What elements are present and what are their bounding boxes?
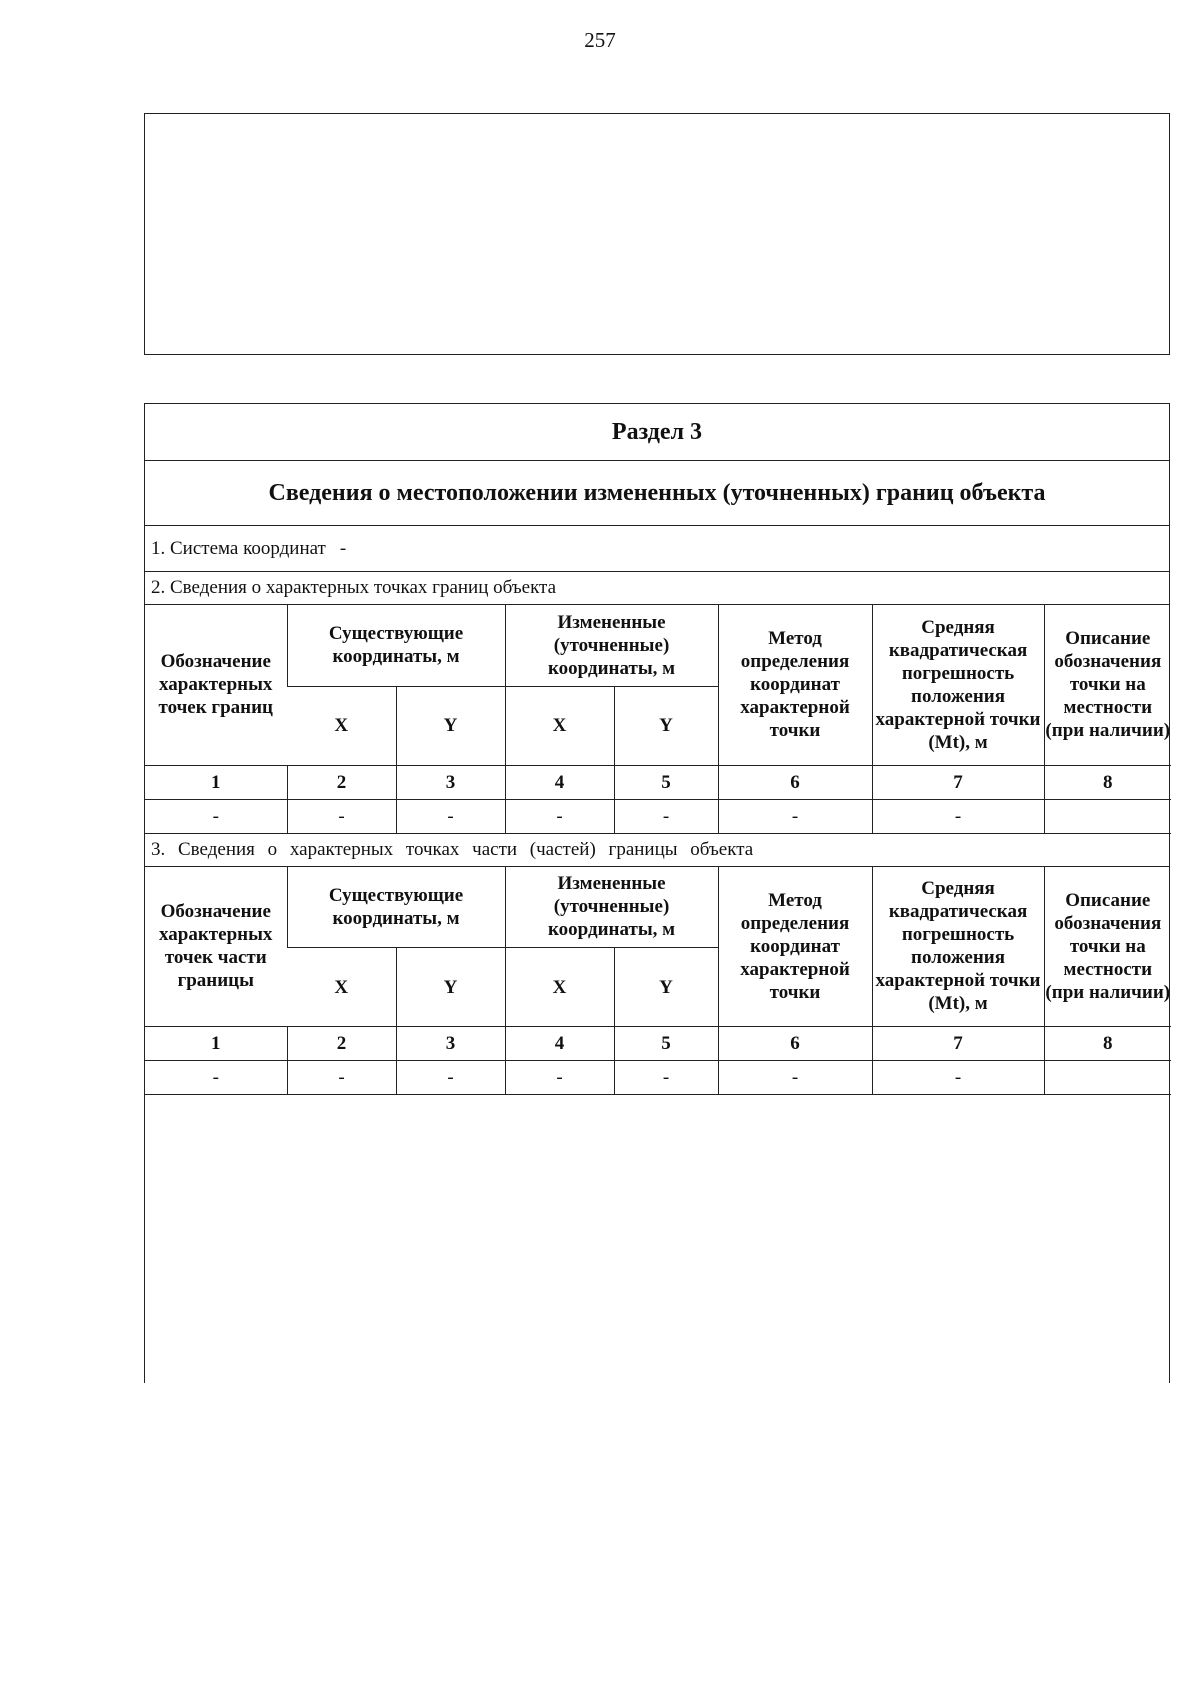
header-x: X [505,686,614,765]
table-cell: - [614,1061,718,1095]
table-cell: - [145,799,287,833]
header-method: Метод определения координат характерной точки [718,605,872,765]
header-point-designation: Обозначение характерных точек части границы [145,867,287,1027]
column-numbers-row [145,765,1171,799]
header-description: Описание обозначения точки на местности (при наличии) [1044,605,1171,765]
section-subtitle: Сведения о местоположении измененных (уточненных) границ объекта [145,461,1169,526]
header-error: Средняя квадратическая погрешность положения характерной точки (Mt), м [872,867,1044,1027]
header-existing-coords: Существующие координаты, м [287,867,505,948]
table-cell [1044,799,1171,833]
table-cell: - [505,1061,614,1095]
header-x: X [287,948,396,1027]
table-cell: - [718,799,872,833]
part-boundary-points-table [145,867,1171,1096]
coordinate-system-value: - [339,537,347,559]
column-number: 2 [287,1027,396,1061]
header-x: X [287,686,396,765]
part2-heading: 2. Сведения о характерных точках границ объекта [145,572,1169,605]
column-number: 3 [396,765,505,799]
header-existing-coords: Существующие координаты, м [287,605,505,686]
part3-heading: 3. Сведения о характерных точках части (частей) границы объекта [145,834,1169,867]
column-number: 3 [396,1027,505,1061]
column-number: 4 [505,1027,614,1061]
header-x: X [505,948,614,1027]
header-y: Y [614,948,718,1027]
header-method: Метод определения координат характерной точки [718,867,872,1027]
table-cell: - [396,799,505,833]
header-y: Y [614,686,718,765]
page-number: 257 [584,28,616,52]
table-cell [1044,1061,1171,1095]
table-cell: - [145,1061,287,1095]
column-number: 5 [614,765,718,799]
header-changed-coords: Измененные (уточненные) координаты, м [505,867,718,948]
table-cell: - [505,799,614,833]
header-error: Средняя квадратическая погрешность положения характерной точки (Mt), м [872,605,1044,765]
header-point-designation: Обозначение характерных точек границ [145,605,287,765]
section-title: Раздел 3 [145,404,1169,461]
column-number: 6 [718,765,872,799]
table-row [145,799,1171,833]
coordinate-system [145,526,1169,572]
column-number: 1 [145,765,287,799]
table-row [145,1061,1171,1095]
column-number: 6 [718,1027,872,1061]
empty-frame [144,113,1170,355]
table-cell: - [287,1061,396,1095]
column-number: 8 [1044,765,1171,799]
column-number: 7 [872,765,1044,799]
section-3 [144,403,1170,1383]
column-number: 4 [505,765,614,799]
table-cell: - [872,799,1044,833]
header-y: Y [396,948,505,1027]
coordinate-system-label: 1. Система координат [151,537,326,559]
column-number: 1 [145,1027,287,1061]
header-changed-coords: Измененные (уточненные) координаты, м [505,605,718,686]
header-description: Описание обозначения точки на местности (при наличии) [1044,867,1171,1027]
table-cell: - [396,1061,505,1095]
table-cell: - [718,1061,872,1095]
column-number: 7 [872,1027,1044,1061]
table-cell: - [287,799,396,833]
table-cell: - [872,1061,1044,1095]
table-cell: - [614,799,718,833]
column-number: 5 [614,1027,718,1061]
boundary-points-table [145,605,1171,834]
column-number: 2 [287,765,396,799]
header-y: Y [396,686,505,765]
column-number: 8 [1044,1027,1171,1061]
column-numbers-row [145,1027,1171,1061]
